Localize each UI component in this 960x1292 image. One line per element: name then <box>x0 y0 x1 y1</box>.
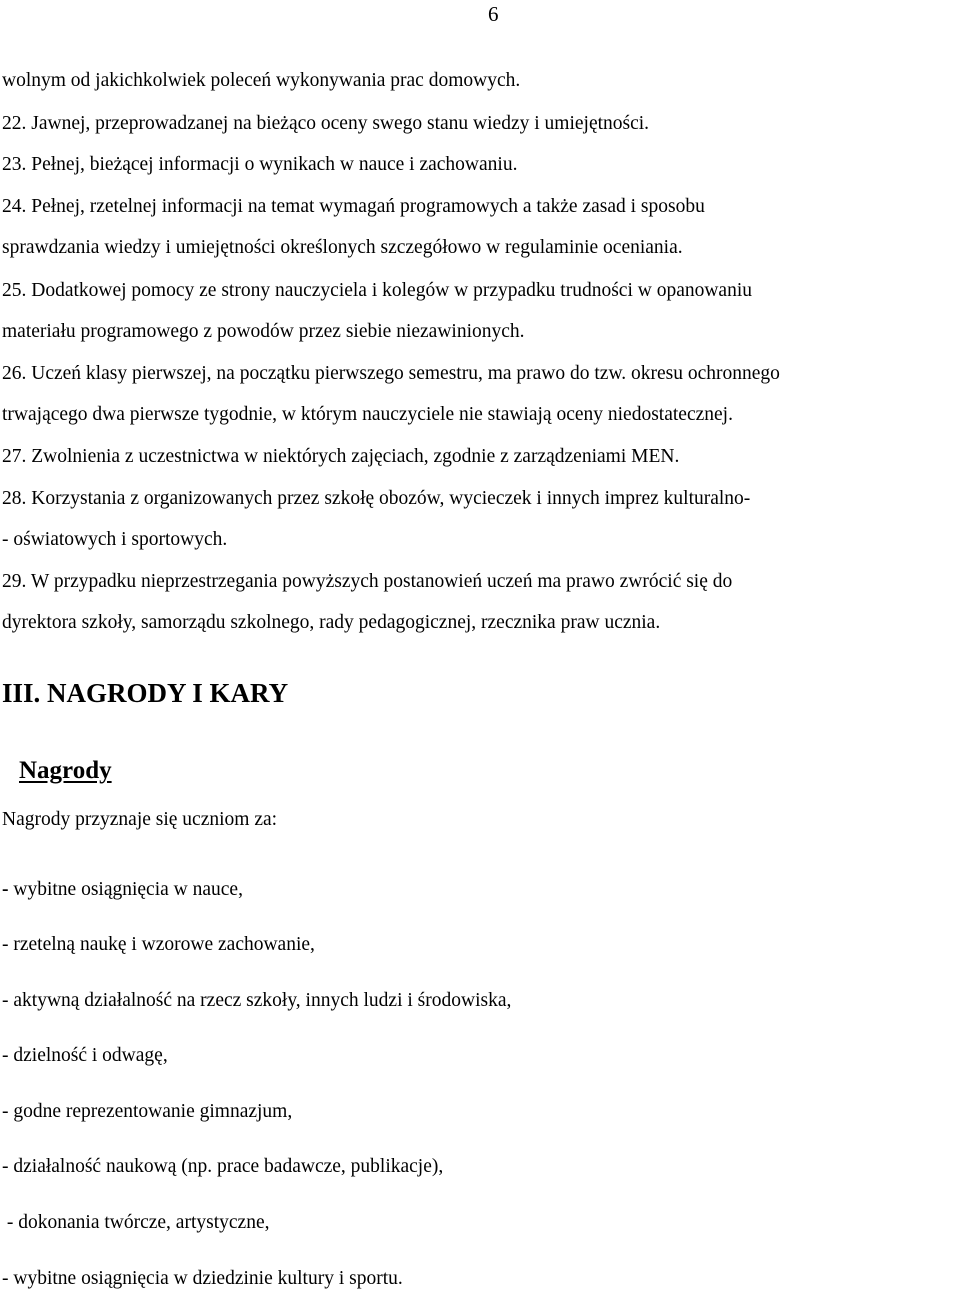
list-item: - działalność naukową (np. prace badawcze, publikacje), <box>2 1156 444 1177</box>
list-item: - wybitne osiągnięcia w dziedzinie kultury i sportu. <box>2 1268 403 1289</box>
text-line: 25. Dodatkowej pomocy ze strony nauczyciela i kolegów w przypadku trudności w opanowaniu <box>2 280 753 301</box>
list-item: - dzielność i odwagę, <box>2 1045 168 1066</box>
list-item-text: wybitne osiągnięcia w nauce, <box>8 879 243 900</box>
list-item: - aktywną działalność na rzecz szkoły, innych ludzi i środowiska, <box>2 990 512 1011</box>
text-line: 22. Jawnej, przeprowadzanej na bieżąco oceny swego stanu wiedzy i umiejętności. <box>2 113 650 134</box>
intro-text: Nagrody przyznaje się uczniom za: <box>2 809 278 830</box>
section-heading: III. NAGRODY I KARY <box>2 678 289 708</box>
list-item: - rzetelną naukę i wzorowe zachowanie, <box>2 934 315 955</box>
text-line: 27. Zwolnienia z uczestnictwa w niektórych zajęciach, zgodnie z zarządzeniami MEN. <box>2 446 680 467</box>
list-item: - dokonania twórcze, artystyczne, <box>2 1212 270 1233</box>
subheading-nagrody: Nagrody <box>19 757 112 784</box>
text-line: - oświatowych i sportowych. <box>2 529 228 550</box>
text-line: 26. Uczeń klasy pierwszej, na początku pierwszego semestru, ma prawo do tzw. okresu ochronnego <box>2 363 780 384</box>
text-line: materiału programowego z powodów przez siebie niezawinionych. <box>2 321 525 342</box>
list-item: - godne reprezentowanie gimnazjum, <box>2 1101 293 1122</box>
text-line: 23. Pełnej, bieżącej informacji o wynikach w nauce i zachowaniu. <box>2 154 518 175</box>
text-line: dyrektora szkoły, samorządu szkolnego, rady pedagogicznej, rzecznika praw ucznia. <box>2 612 661 633</box>
text-line: trwającego dwa pierwsze tygodnie, w którym nauczyciele nie stawiają oceny niedostatecznej. <box>2 404 733 425</box>
list-dash: - <box>2 879 9 900</box>
text-line: 29. W przypadku nieprzestrzegania powyższych postanowień uczeń ma prawo zwrócić się do <box>2 571 733 592</box>
list-item <box>2 877 243 903</box>
text-line: sprawdzania wiedzy i umiejętności określonych szczegółowo w regulaminie oceniania. <box>2 237 683 258</box>
text-line: 24. Pełnej, rzetelnej informacji na temat wymagań programowych a także zasad i sposobu <box>2 196 705 217</box>
page-number: 6 <box>488 2 499 26</box>
text-line: wolnym od jakichkolwiek poleceń wykonywania prac domowych. <box>2 70 521 91</box>
text-line: 28. Korzystania z organizowanych przez szkołę obozów, wycieczek i innych imprez kulturalno- <box>2 488 751 509</box>
